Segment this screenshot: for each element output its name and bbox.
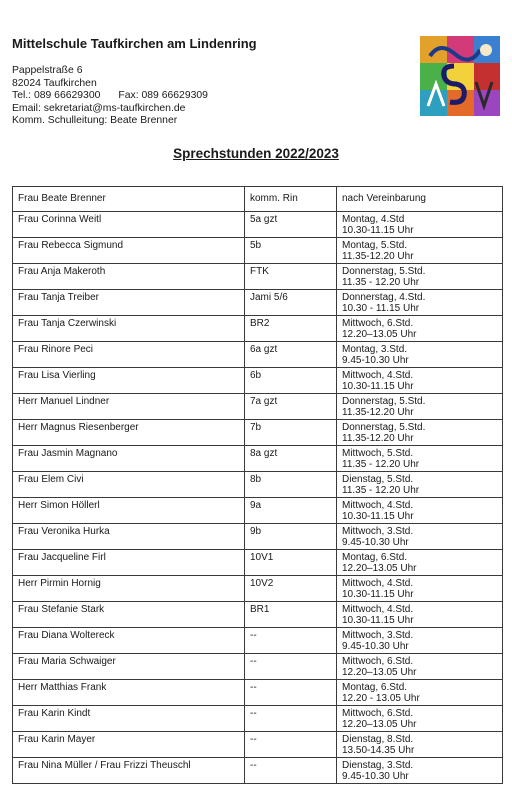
- teacher-name-cell: Frau Tanja Czerwinski: [13, 316, 245, 342]
- teacher-name-cell: Herr Matthias Frank: [13, 680, 245, 706]
- table-row: [13, 602, 503, 628]
- school-leadership: Komm. Schulleitung: Beate Brenner: [12, 115, 178, 127]
- school-phone-fax: [12, 90, 412, 103]
- consultation-day: Mittwoch, 3.Std.: [342, 526, 414, 537]
- teacher-name-cell: Frau Tanja Treiber: [13, 290, 245, 316]
- consultation-hours: 10.30-11.15 Uhr: [342, 511, 414, 522]
- class-cell: 9a: [245, 498, 337, 524]
- consultation-hours: 9.45-10.30 Uhr: [342, 641, 409, 652]
- consultation-hours: 11.35-12.20 Uhr: [342, 251, 414, 262]
- consultation-time-cell: [337, 368, 503, 394]
- table-row: [13, 238, 503, 264]
- consultation-time-cell: [337, 212, 503, 238]
- teacher-name-cell: Frau Corinna Weitl: [13, 212, 245, 238]
- consultation-day: Mittwoch, 5.Std.: [342, 448, 414, 459]
- consultation-time-cell: [337, 680, 503, 706]
- class-cell: komm. Rin: [245, 187, 337, 212]
- table-row: [13, 758, 503, 784]
- consultation-hours: 13.50-14.35 Uhr: [342, 745, 415, 756]
- table-row: [13, 576, 503, 602]
- consultation-hours: 10.30-11.15 Uhr: [342, 225, 414, 236]
- consultation-hours: 12.20–13.05 Uhr: [342, 329, 417, 340]
- consultation-day: Mittwoch, 4.Std.: [342, 604, 414, 615]
- consultation-day: Donnerstag, 4.Std.: [342, 292, 426, 303]
- teacher-name-cell: Frau Veronika Hurka: [13, 524, 245, 550]
- consultation-day: Donnerstag, 5.Std.: [342, 396, 426, 407]
- class-cell: 8a gzt: [245, 446, 337, 472]
- teacher-name-cell: Frau Rebecca Sigmund: [13, 238, 245, 264]
- teacher-name-cell: Frau Maria Schwaiger: [13, 654, 245, 680]
- consultation-day: Montag, 6.Std.: [342, 682, 408, 693]
- class-cell: 6a gzt: [245, 342, 337, 368]
- consultation-day: Mittwoch, 3.Std.: [342, 630, 414, 641]
- consultation-time-cell: [337, 264, 503, 290]
- teacher-name-cell: Frau Nina Müller / Frau Frizzi Theuschl: [13, 758, 245, 784]
- consultation-hours: 9.45-10.30 Uhr: [342, 355, 409, 366]
- table-row: [13, 654, 503, 680]
- consultation-time-cell: [337, 758, 503, 784]
- table-row: [13, 394, 503, 420]
- table-row: [13, 420, 503, 446]
- teacher-name-cell: Herr Pirmin Hornig: [13, 576, 245, 602]
- consultation-hours: 11.35 - 12.20 Uhr: [342, 277, 420, 288]
- teacher-name-cell: Herr Simon Höllerl: [13, 498, 245, 524]
- school-name: Mittelschule Taufkirchen am Lindenring: [12, 36, 257, 51]
- teacher-name-cell: Herr Manuel Lindner: [13, 394, 245, 420]
- consultation-hours: 10.30 - 11.15 Uhr: [342, 303, 420, 314]
- class-cell: 5a gzt: [245, 212, 337, 238]
- table-row: [13, 706, 503, 732]
- consultation-hours: 9.45-10.30 Uhr: [342, 771, 409, 782]
- teacher-name-cell: Frau Beate Brenner: [13, 187, 245, 212]
- school-fax: Fax: 089 66629309: [118, 90, 208, 102]
- consultation-day: Mittwoch, 4.Std.: [342, 578, 414, 589]
- teacher-name-cell: Frau Jacqueline Firl: [13, 550, 245, 576]
- class-cell: 7a gzt: [245, 394, 337, 420]
- teacher-name-cell: Herr Magnus Riesenberger: [13, 420, 245, 446]
- teacher-name-cell: Frau Stefanie Stark: [13, 602, 245, 628]
- consultation-time-cell: [337, 420, 503, 446]
- table-row: [13, 628, 503, 654]
- teacher-name-cell: Frau Rinore Peci: [13, 342, 245, 368]
- class-cell: --: [245, 732, 337, 758]
- consultation-hours: 10.30-11.15 Uhr: [342, 381, 414, 392]
- teacher-name-cell: Frau Karin Kindt: [13, 706, 245, 732]
- table-row: [13, 264, 503, 290]
- consultation-day: Montag, 3.Std.: [342, 344, 408, 355]
- class-cell: 9b: [245, 524, 337, 550]
- school-header: [12, 36, 412, 128]
- class-cell: FTK: [245, 264, 337, 290]
- consultation-time-cell: [337, 394, 503, 420]
- class-cell: --: [245, 628, 337, 654]
- table-row: [13, 290, 503, 316]
- teacher-name-cell: Frau Lisa Vierling: [13, 368, 245, 394]
- consultation-time-cell: [337, 187, 503, 212]
- consultation-hours: 9.45-10.30 Uhr: [342, 537, 409, 548]
- consultation-day: Dienstag, 5.Std.: [342, 474, 414, 485]
- table-row: [13, 342, 503, 368]
- class-cell: --: [245, 706, 337, 732]
- consultation-time-cell: [337, 732, 503, 758]
- consultation-day: nach Vereinbarung: [342, 193, 426, 204]
- consultation-time-cell: [337, 498, 503, 524]
- consultation-time-cell: [337, 602, 503, 628]
- consultation-time-cell: [337, 342, 503, 368]
- table-row: [13, 446, 503, 472]
- consultation-time-cell: [337, 628, 503, 654]
- school-tel: Tel.: 089 66629300: [12, 90, 101, 102]
- consultation-day: Mittwoch, 4.Std.: [342, 500, 414, 511]
- table-row: [13, 187, 503, 212]
- teacher-name-cell: Frau Jasmin Magnano: [13, 446, 245, 472]
- consultation-time-cell: [337, 524, 503, 550]
- consultation-day: Mittwoch, 6.Std.: [342, 656, 414, 667]
- consultation-time-cell: [337, 316, 503, 342]
- school-city: 82024 Taufkirchen: [12, 77, 97, 89]
- class-cell: BR2: [245, 316, 337, 342]
- consultation-day: Dienstag, 8.Std.: [342, 734, 414, 745]
- class-cell: 5b: [245, 238, 337, 264]
- table-row: [13, 316, 503, 342]
- teacher-name-cell: Frau Anja Makeroth: [13, 264, 245, 290]
- consultation-day: Mittwoch, 4.Std.: [342, 370, 414, 381]
- consultation-hours: 12.20–13.05 Uhr: [342, 667, 417, 678]
- table-row: [13, 472, 503, 498]
- page-title: Sprechstunden 2022/2023: [173, 146, 339, 161]
- table-row: [13, 212, 503, 238]
- consultation-day: Donnerstag, 5.Std.: [342, 422, 426, 433]
- consultation-day: Mittwoch, 6.Std.: [342, 708, 414, 719]
- table-row: [13, 680, 503, 706]
- consultation-hours: 11.35 - 12.20 Uhr: [342, 459, 420, 470]
- consultation-day: Montag, 5.Std.: [342, 240, 408, 251]
- consultation-hours: 12.20 - 13.05 Uhr: [342, 693, 420, 704]
- school-email: Email: sekretariat@ms-taufkirchen.de: [12, 102, 186, 114]
- consultation-time-cell: [337, 472, 503, 498]
- consultation-time-cell: [337, 550, 503, 576]
- consultation-hours: 10.30-11.15 Uhr: [342, 589, 414, 600]
- class-cell: --: [245, 654, 337, 680]
- consultation-time-cell: [337, 576, 503, 602]
- class-cell: 7b: [245, 420, 337, 446]
- consultation-day: Donnerstag, 5.Std.: [342, 266, 426, 277]
- consultation-time-cell: [337, 446, 503, 472]
- consultation-hours: 12.20–13.05 Uhr: [342, 719, 417, 730]
- consultation-time-cell: [337, 290, 503, 316]
- class-cell: --: [245, 758, 337, 784]
- class-cell: BR1: [245, 602, 337, 628]
- consultation-hours: 12.20–13.05 Uhr: [342, 563, 417, 574]
- table-row: [13, 524, 503, 550]
- consultation-hours: 11.35-12.20 Uhr: [342, 407, 414, 418]
- consultation-day: Mittwoch, 6.Std.: [342, 318, 414, 329]
- consultation-time-cell: [337, 238, 503, 264]
- class-cell: 10V1: [245, 550, 337, 576]
- class-cell: --: [245, 680, 337, 706]
- class-cell: Jami 5/6: [245, 290, 337, 316]
- teacher-name-cell: Frau Diana Woltereck: [13, 628, 245, 654]
- table-row: [13, 368, 503, 394]
- consultation-hours: 11.35 - 12.20 Uhr: [342, 485, 420, 496]
- class-cell: 10V2: [245, 576, 337, 602]
- consultation-time-cell: [337, 706, 503, 732]
- school-street: Pappelstraße 6: [12, 65, 83, 76]
- teacher-name-cell: Frau Karin Mayer: [13, 732, 245, 758]
- consultation-hours: 10.30-11.15 Uhr: [342, 615, 414, 626]
- consultation-time-cell: [337, 654, 503, 680]
- schedule-table: [12, 186, 503, 784]
- class-cell: 6b: [245, 368, 337, 394]
- table-row: [13, 498, 503, 524]
- table-row: [13, 550, 503, 576]
- consultation-day: Montag, 4.Std: [342, 214, 405, 225]
- class-cell: 8b: [245, 472, 337, 498]
- consultation-hours: 11.35-12.20 Uhr: [342, 433, 414, 444]
- consultation-day: Montag, 6.Std.: [342, 552, 408, 563]
- school-logo: [420, 36, 500, 116]
- teacher-name-cell: Frau Elem Civi: [13, 472, 245, 498]
- consultation-day: Dienstag, 3.Std.: [342, 760, 414, 771]
- table-row: [13, 732, 503, 758]
